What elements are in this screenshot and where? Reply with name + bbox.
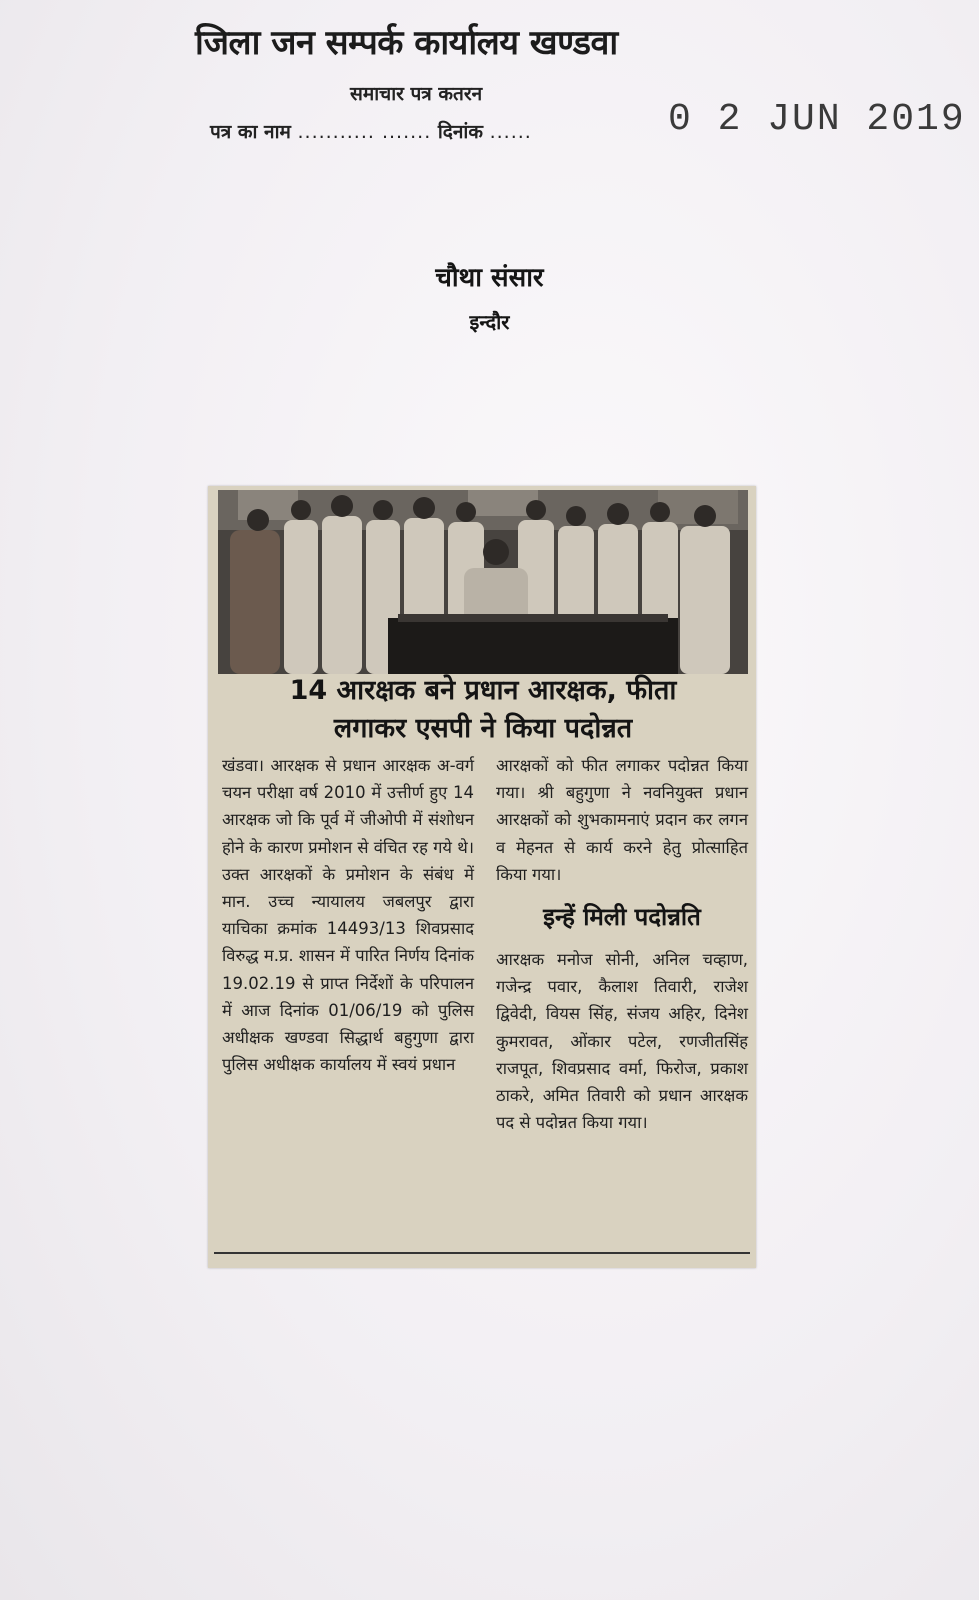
- date-label: दिनांक: [437, 121, 483, 143]
- headline-line-1: 14 आरक्षक बने प्रधान आरक्षक, फीता: [289, 675, 677, 706]
- article-body-continued: आरक्षकों को फीत लगाकर पदोन्नत किया गया। श्री बहुगुणा ने नवनियुक्त प्रधान आरक्षकों को शुभकामनाएं प्रदान कर लगन व मेहनत से कार्य करने हेतु प्रोत्साहित किया गया।: [496, 756, 748, 884]
- article-column-right: [496, 752, 748, 1136]
- office-title: जिला जन सम्पर्क कार्यालय खण्डवा: [195, 23, 618, 63]
- article-subheading: इन्हें मिली पदोन्नति: [543, 903, 701, 932]
- clipping-subtitle: समाचार पत्र कतरन: [350, 83, 483, 105]
- promoted-names-paragraph: आरक्षक मनोज सोनी, अनिल चव्हाण, गजेन्द्र पवार, कैलाश तिवारी, राजेश द्विवेदी, वियस सिंह, संजय अहिर, दिनेश कुमरावत, ओंकार पटेल, रणजीतसिंह राजपूत, शिवप्रसाद वर्मा, फिरोज, प्रकाश ठाकरे, अमित तिवारी को प्रधान आरक्षक पद से पदोन्नत किया गया।: [496, 950, 748, 1133]
- date-dots: ......: [489, 121, 532, 143]
- date-stamp: 0 2 JUN 2019: [668, 98, 966, 141]
- clipping-bottom-rule: [214, 1252, 750, 1254]
- publication-city: इन्दौर: [469, 310, 510, 334]
- news-photo-illustration: [218, 490, 748, 674]
- article-column-left: खंडवा। आरक्षक से प्रधान आरक्षक अ-वर्ग चयन परीक्षा वर्ष 2010 में उत्तीर्ण हुए 14 आरक्षक जो कि पूर्व में जीओपी में संशोधन होने के कारण प्रमोशन से वंचित रह गये थे। उक्त आरक्षकों के प्रमोशन के संबंध में मान. उच्च न्यायालय जबलपुर द्वारा याचिका क्रमांक 14493/13 शिवप्रसाद विरुद्ध म.प्र. शासन में पारित निर्णय दिनांक 19.02.19 से प्राप्त निर्देशों के परिपालन में आज दिनांक 01/06/19 को पुलिस अधीक्षक खण्डवा सिद्धार्थ बहुगुणा द्वारा पुलिस अधीक्षक कार्यालय में स्वयं प्रधान: [222, 756, 475, 1075]
- paper-name-line: [210, 118, 532, 144]
- newspaper-clipping: [208, 486, 756, 1268]
- article-headline: [218, 672, 748, 748]
- news-photo: [218, 490, 748, 674]
- paper-name-label: पत्र का नाम: [210, 121, 291, 143]
- paper-name-dots: ........... .......: [297, 121, 432, 143]
- publication-name: चौथा संसार: [435, 263, 544, 293]
- headline-line-2: लगाकर एसपी ने किया पदोन्नत: [333, 713, 633, 744]
